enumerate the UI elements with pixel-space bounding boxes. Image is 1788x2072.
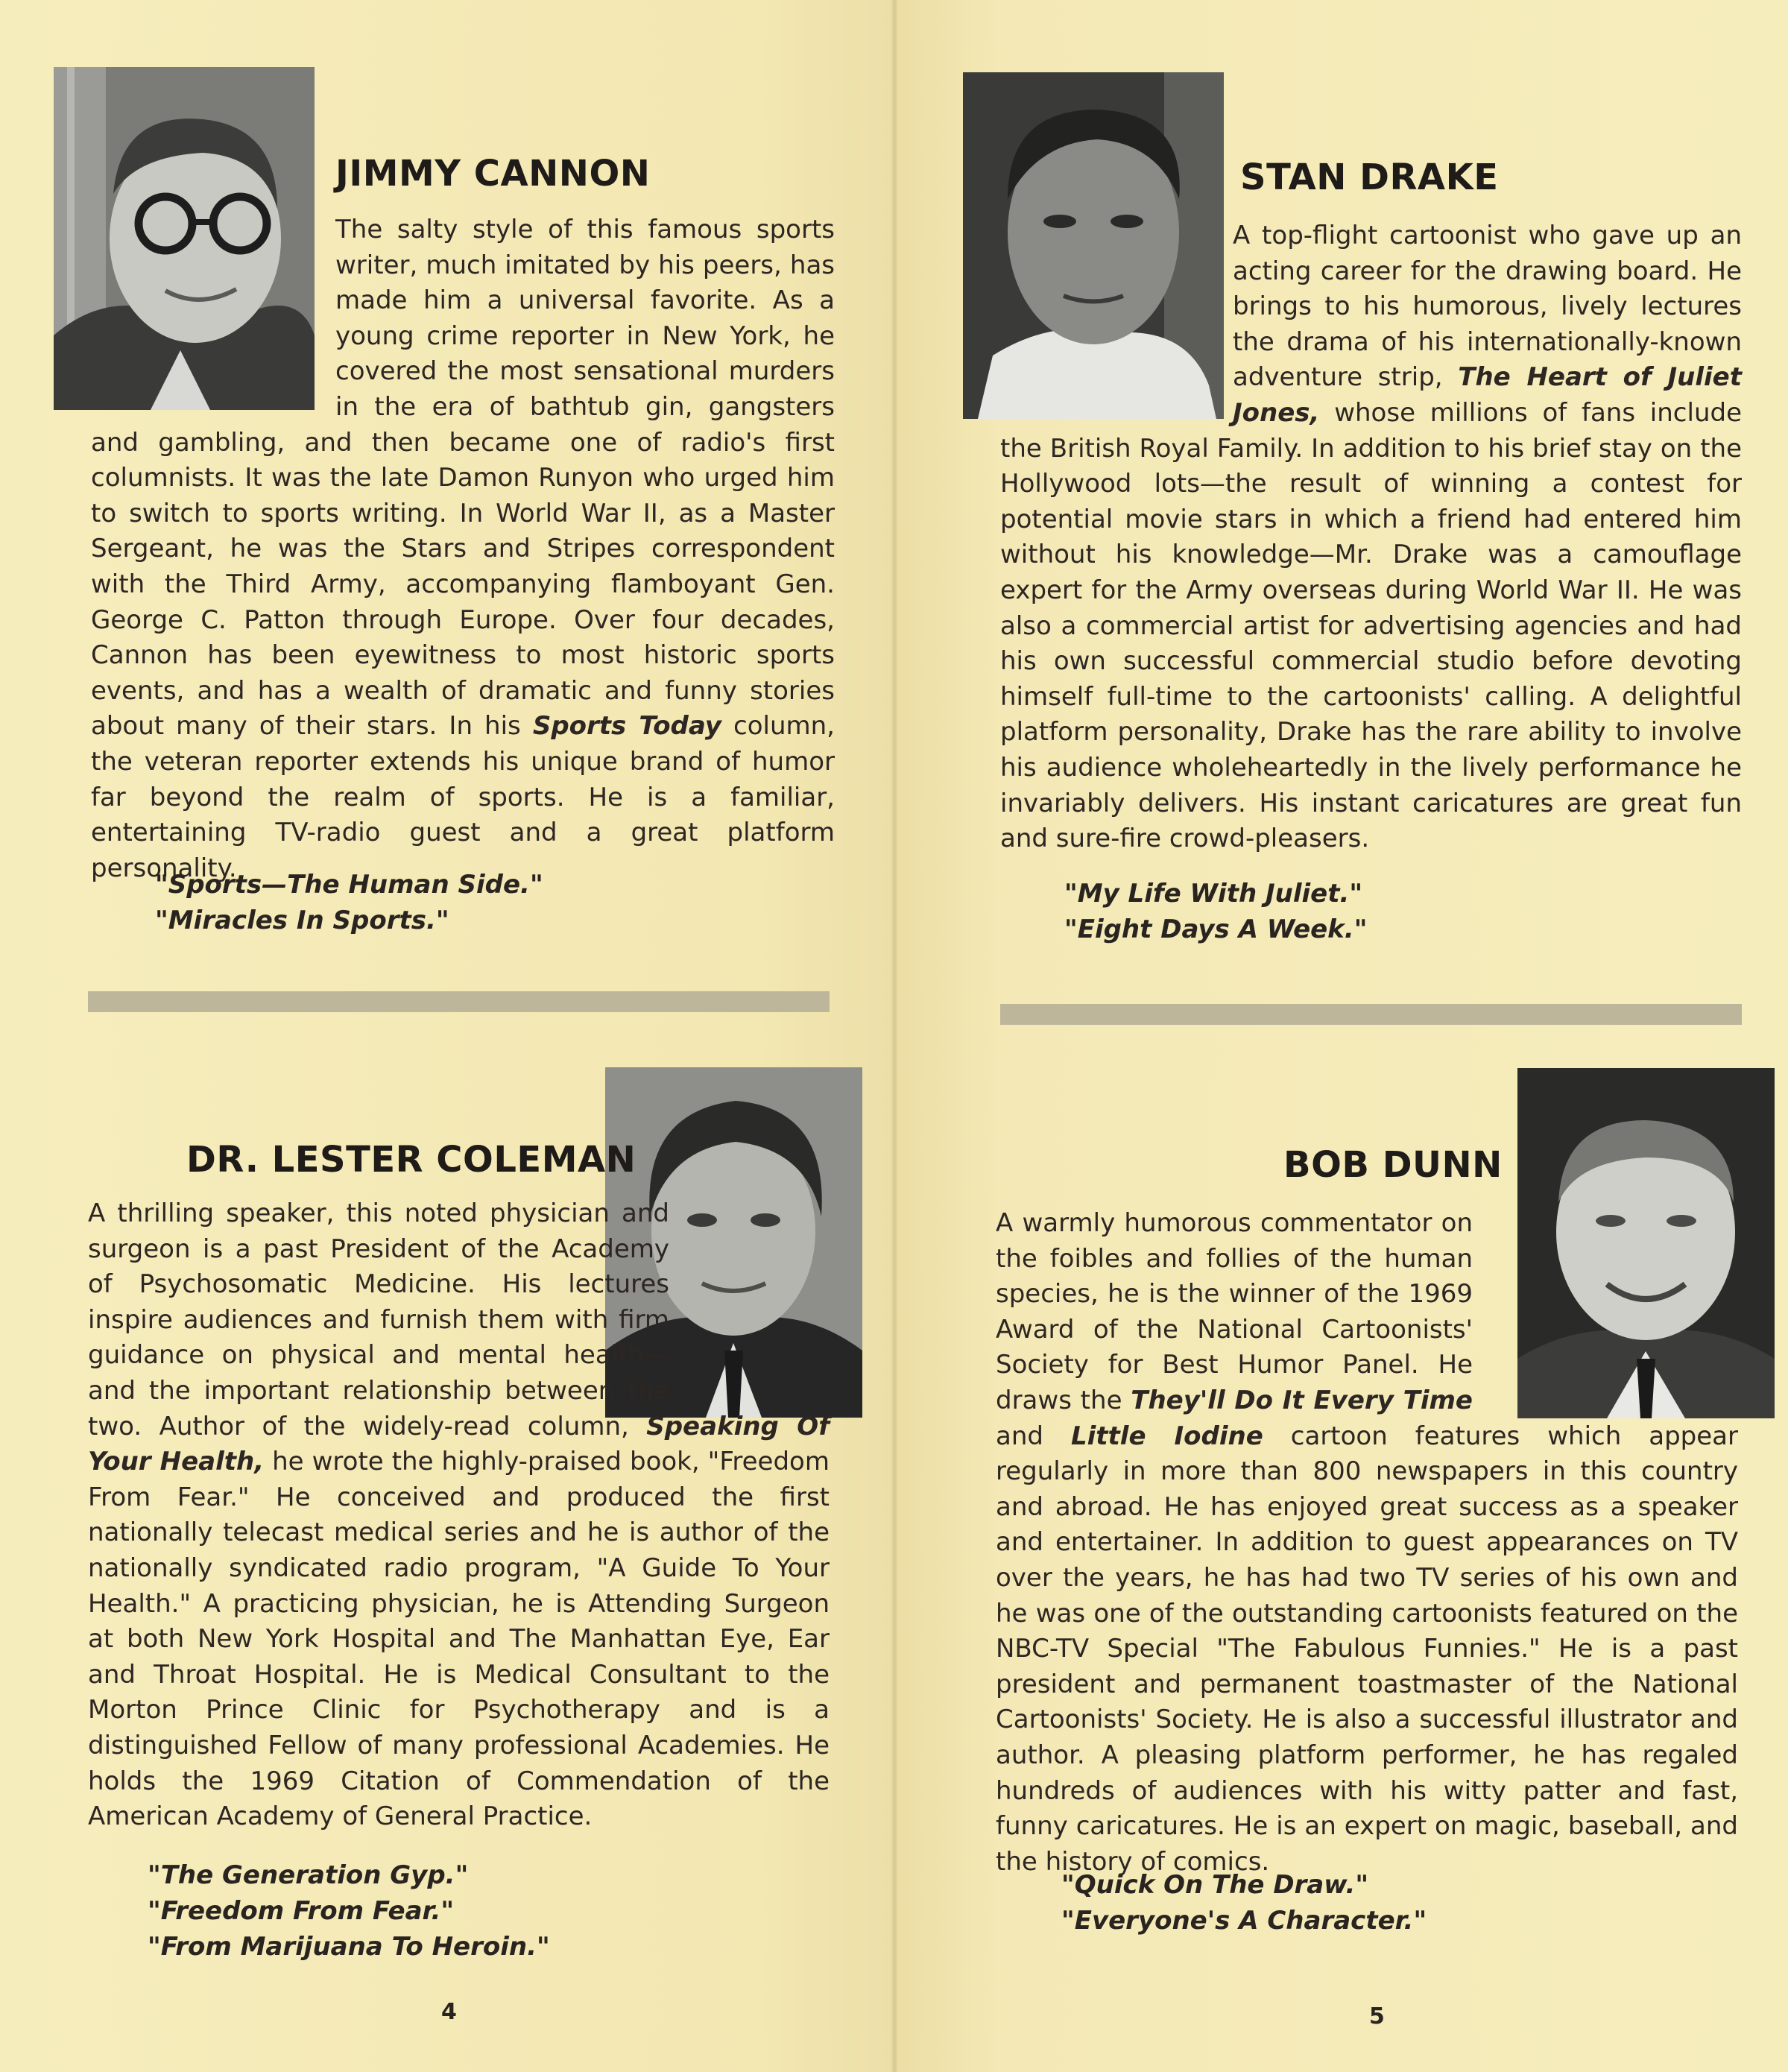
talk-title: "My Life With Juliet." <box>1064 879 1363 909</box>
stan-drake-talk-titles <box>1064 876 1367 947</box>
photo-wrap-spacer <box>669 1196 830 1409</box>
photo-wrap-spacer <box>91 212 335 408</box>
stan-drake-name: STAN DRAKE <box>1240 157 1499 198</box>
jimmy-cannon-talk-titles <box>155 867 543 938</box>
page-number-right: 5 <box>1369 2003 1385 2030</box>
talk-title: "Freedom From Fear." <box>148 1896 455 1926</box>
photo-wrap-spacer <box>1000 218 1233 420</box>
lester-coleman-bio: A thrilling speaker, this noted physician and surgeon is a past President of the Academy of Psychosomatic Medicine. His lectures inspire audiences and furnish them with firm guidance on physical and mental health—and the important relationship between the two. Author of the widely-read column, Speaking Of Your Health, he wrote the highly-praised book, "Freedom From Fear." He conceived and produced the first nationally telecast medical series and he is author of the nationally syndicated radio program, "A Guide To Your Health." A practicing physician, he is Attending Surgeon at both New York Hospital and The Manhattan Eye, Ear and Throat Hospital. He is Medical Consultant to the Morton Prince Clinic for Psychotherapy and is a distinguished Fellow of many professional Academies. He holds the 1969 Citation of Commendation of the American Academy of General Practice. <box>88 1196 830 1835</box>
talk-title: "The Generation Gyp." <box>148 1860 469 1890</box>
photo-wrap-spacer <box>1473 1206 1738 1418</box>
page-number-left: 4 <box>441 1999 457 2025</box>
talk-title: "Sports—The Human Side." <box>155 870 543 900</box>
talk-title: "Everyone's A Character." <box>1061 1906 1427 1936</box>
talk-title: "From Marijuana To Heroin." <box>148 1932 550 1962</box>
stan-drake-bio: A top-flight cartoonist who gave up an acting career for the drawing board. He brings to his humorous, lively lectures the drama of his internationally-known adventure strip, The Heart of Juliet Jones, whose millions of fans include the British Royal Family. In addition to his brief stay on the Hollywood lots—the result of winning a contest for potential movie stars in which a friend had entered him without his knowledge—Mr. Drake was a camouflage expert for the Army overseas during World War II. He was also a commercial artist for advertising agencies and had his own successful commercial studio before devoting himself full-time to the cartoonists' calling. A delightful platform personality, Drake has the rare ability to involve his audience wholeheartedly in the lively performance he invariably delivers. His instant caricatures are great fun and sure-fire crowd-pleasers. <box>1000 218 1742 857</box>
bob-dunn-bio: A warmly humorous commentator on the foibles and follies of the human species, he is the winner of the 1969 Award of the National Cartoonists' Society for Best Humor Panel. He draws the They'll Do It Every Time and Little Iodine cartoon features which appear regularly in more than 800 newspapers in this country and abroad. He has enjoyed great success as a speaker and entertainer. In addition to guest appearances on TV over the years, he has had two TV series of his own and he was one of the outstanding cartoonists featured on the NBC-TV Special "The Fabulous Funnies." He is a past president and permanent toastmaster of the National Cartoonists' Society. He is also a successful illustrator and author. A pleasing platform performer, he has regaled hundreds of audiences with his witty patter and fast, funny caricatures. He is an expert on magic, baseball, and the history of comics. <box>996 1206 1738 1880</box>
jimmy-cannon-bio: The salty style of this famous sports writer, much imitated by his peers, has made him a universal favorite. As a young crime reporter in New York, he covered the most sensational murders in the era of bathtub gin, gangsters and gambling, and then became one of radio's first columnists. It was the late Damon Runyon who urged him to switch to sports writing. In World War II, as a Master Sergeant, he was the Stars and Stripes correspondent with the Third Army, accompanying flamboyant Gen. George C. Patton through Europe. Over four decades, Cannon has been eyewitness to most historic sports events, and has a wealth of dramatic and funny stories about many of their stars. In his Sports Today column, the veteran reporter extends his unique brand of humor far beyond the realm of sports. He is a familiar, entertaining TV-radio guest and a great platform personality. <box>91 212 835 886</box>
lester-coleman-talk-titles <box>148 1857 550 1965</box>
section-divider <box>1000 1004 1742 1025</box>
talk-title: "Eight Days A Week." <box>1064 915 1368 944</box>
lester-coleman-name: DR. LESTER COLEMAN <box>186 1139 636 1181</box>
bob-dunn-name: BOB DUNN <box>1283 1144 1503 1186</box>
talk-title: "Quick On The Draw." <box>1061 1870 1369 1900</box>
jimmy-cannon-name: JIMMY CANNON <box>335 153 651 195</box>
bob-dunn-talk-titles <box>1061 1867 1427 1939</box>
talk-title: "Miracles In Sports." <box>155 906 449 935</box>
page-gutter <box>891 0 898 2072</box>
section-divider <box>88 991 830 1012</box>
